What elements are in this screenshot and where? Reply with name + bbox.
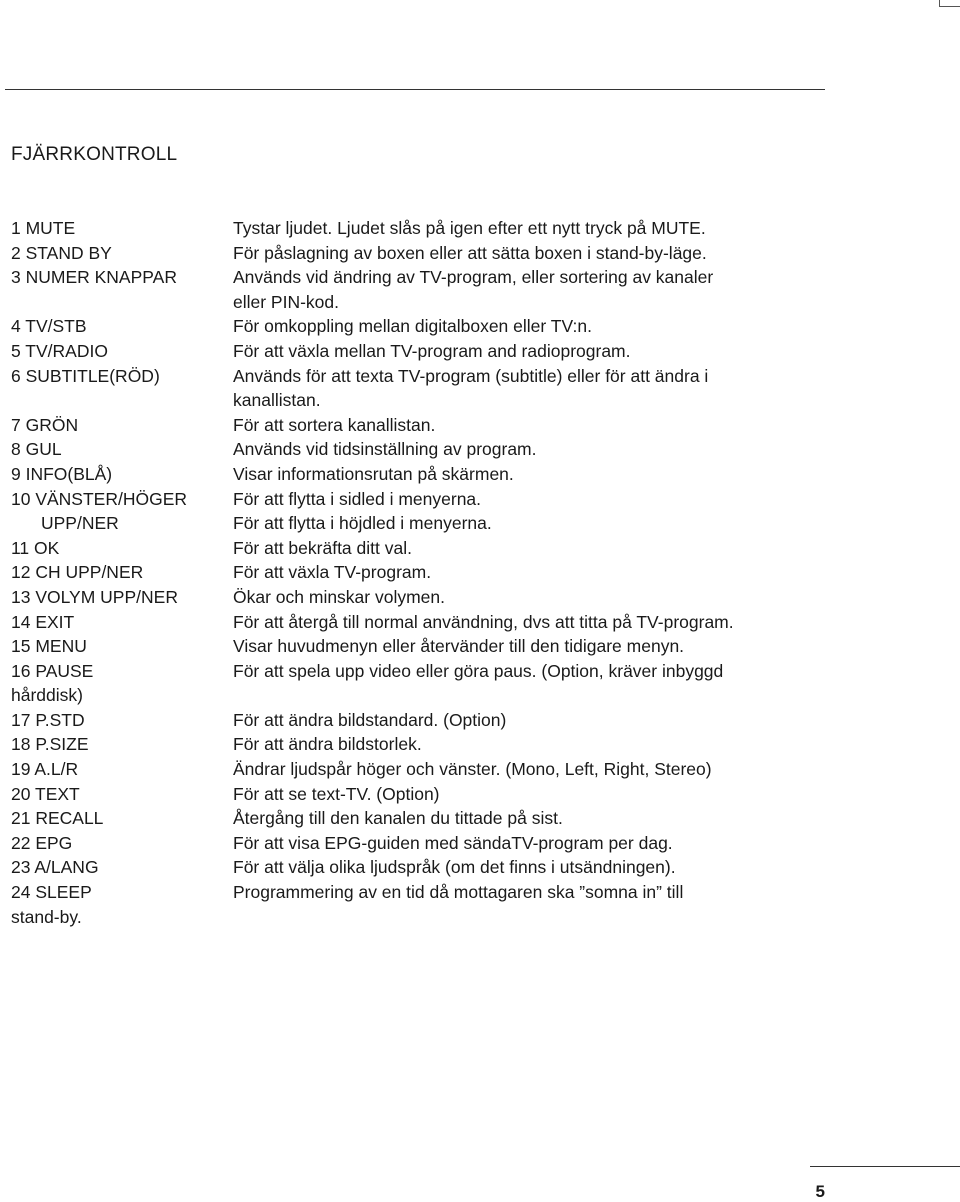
- button-name: 9 INFO(BLÅ): [11, 463, 113, 484]
- button-description: För att växla TV-program.: [233, 562, 432, 583]
- list-item: [11, 413, 911, 438]
- button-description: Visar huvudmenyn eller återvänder till den tidigare menyn.: [233, 636, 685, 657]
- button-description: För att spela upp video eller göra paus. (Option, kräver inbyggd: [233, 660, 724, 681]
- list-item: [11, 241, 911, 266]
- button-description: För att återgå till normal användning, dvs att titta på TV-program.: [233, 611, 734, 632]
- list-item-continuation: stand-by.: [11, 906, 82, 927]
- button-name: 19 A.L/R: [11, 759, 79, 780]
- list-item: [11, 585, 911, 610]
- button-description: Används vid tidsinställning av program.: [233, 439, 537, 460]
- button-description: För att sortera kanallistan.: [233, 414, 436, 435]
- button-description: För omkoppling mellan digitalboxen eller TV:n.: [233, 316, 592, 337]
- button-name: 1 MUTE: [11, 218, 76, 238]
- list-item: [11, 487, 911, 512]
- list-item: [11, 216, 911, 241]
- list-item: [11, 437, 911, 462]
- list-item: [11, 634, 911, 659]
- button-description: Återgång till den kanalen du tittade på sist.: [233, 808, 563, 829]
- remote-button-list: [11, 216, 911, 929]
- button-name: 6 SUBTITLE(RÖD): [11, 365, 160, 386]
- list-item: [11, 831, 911, 856]
- button-name: 2 STAND BY: [11, 242, 112, 263]
- list-item: [11, 314, 911, 339]
- button-name: 4 TV/STB: [11, 316, 87, 337]
- list-item: [11, 855, 911, 880]
- list-item: [11, 462, 911, 487]
- button-description: För att visa EPG-guiden med sändaTV-program per dag.: [233, 832, 673, 853]
- corner-crop-mark: [939, 0, 960, 7]
- list-item: [11, 536, 911, 561]
- list-item: [11, 708, 911, 733]
- button-name: 21 RECALL: [11, 808, 104, 829]
- button-name: 7 GRÖN: [11, 414, 79, 435]
- button-description: För att se text-TV. (Option): [233, 783, 440, 804]
- button-description: För påslagning av boxen eller att sätta boxen i stand-by-läge.: [233, 242, 707, 263]
- list-item: [11, 364, 911, 413]
- button-name: 5 TV/RADIO: [11, 340, 108, 361]
- button-description: Programmering av en tid då mottagaren ska ”somna in” till: [233, 882, 684, 903]
- list-item: [11, 339, 911, 364]
- header-divider: [5, 89, 825, 90]
- button-name: 18 P.SIZE: [11, 734, 89, 755]
- button-description: Visar informationsrutan på skärmen.: [233, 463, 514, 484]
- button-name: 3 NUMER KNAPPAR: [11, 267, 177, 288]
- button-description: För att växla mellan TV-program and radioprogram.: [233, 340, 631, 361]
- button-name: 10 VÄNSTER/HÖGER: [11, 488, 188, 509]
- button-name: 24 SLEEP: [11, 882, 92, 903]
- button-name: 14 EXIT: [11, 611, 75, 632]
- button-name: UPP/NER: [41, 513, 119, 534]
- button-description: För att bekräfta ditt val.: [233, 537, 412, 558]
- list-item: [11, 732, 911, 757]
- list-item-continuation: hårddisk): [11, 685, 83, 706]
- button-description: Tystar ljudet. Ljudet slås på igen efter ett nytt tryck på MUTE.: [233, 218, 706, 238]
- list-item: [11, 806, 911, 831]
- button-name: 20 TEXT: [11, 783, 80, 804]
- page-number: 5: [815, 1182, 825, 1201]
- button-name: 8 GUL: [11, 439, 62, 460]
- button-description: Ökar och minskar volymen.: [233, 586, 446, 607]
- list-item: [11, 560, 911, 585]
- button-name: 15 MENU: [11, 636, 87, 657]
- button-name: 17 P.STD: [11, 709, 85, 730]
- button-name: 12 CH UPP/NER: [11, 562, 144, 583]
- list-item: [11, 610, 911, 635]
- button-description: För att flytta i sidled i menyerna.: [233, 488, 482, 509]
- button-description: För att välja olika ljudspråk (om det finns i utsändningen).: [233, 857, 676, 878]
- button-name: 22 EPG: [11, 832, 73, 853]
- list-item: [11, 511, 911, 536]
- button-name: 11 OK: [11, 537, 60, 558]
- button-description: För att ändra bildstorlek.: [233, 734, 422, 755]
- section-title: FJÄRRKONTROLL: [11, 144, 178, 165]
- list-item: [11, 757, 911, 782]
- list-item: [11, 265, 911, 314]
- list-item: [11, 880, 911, 905]
- button-description: Används vid ändring av TV-program, eller sortering av kanaler eller PIN-kod.: [233, 267, 714, 312]
- button-description: Ändrar ljudspår höger och vänster. (Mono, Left, Right, Stereo): [233, 759, 712, 780]
- button-description: Används för att texta TV-program (subtitle) eller för att ändra i kanallistan.: [233, 365, 709, 411]
- button-name: 13 VOLYM UPP/NER: [11, 586, 178, 607]
- button-description: För att flytta i höjdled i menyerna.: [233, 513, 492, 534]
- footer-divider: [810, 1166, 960, 1167]
- button-name: 16 PAUSE: [11, 660, 94, 681]
- list-item: [11, 659, 911, 684]
- button-name: 23 A/LANG: [11, 857, 99, 878]
- list-item: [11, 782, 911, 807]
- button-description: För att ändra bildstandard. (Option): [233, 709, 507, 730]
